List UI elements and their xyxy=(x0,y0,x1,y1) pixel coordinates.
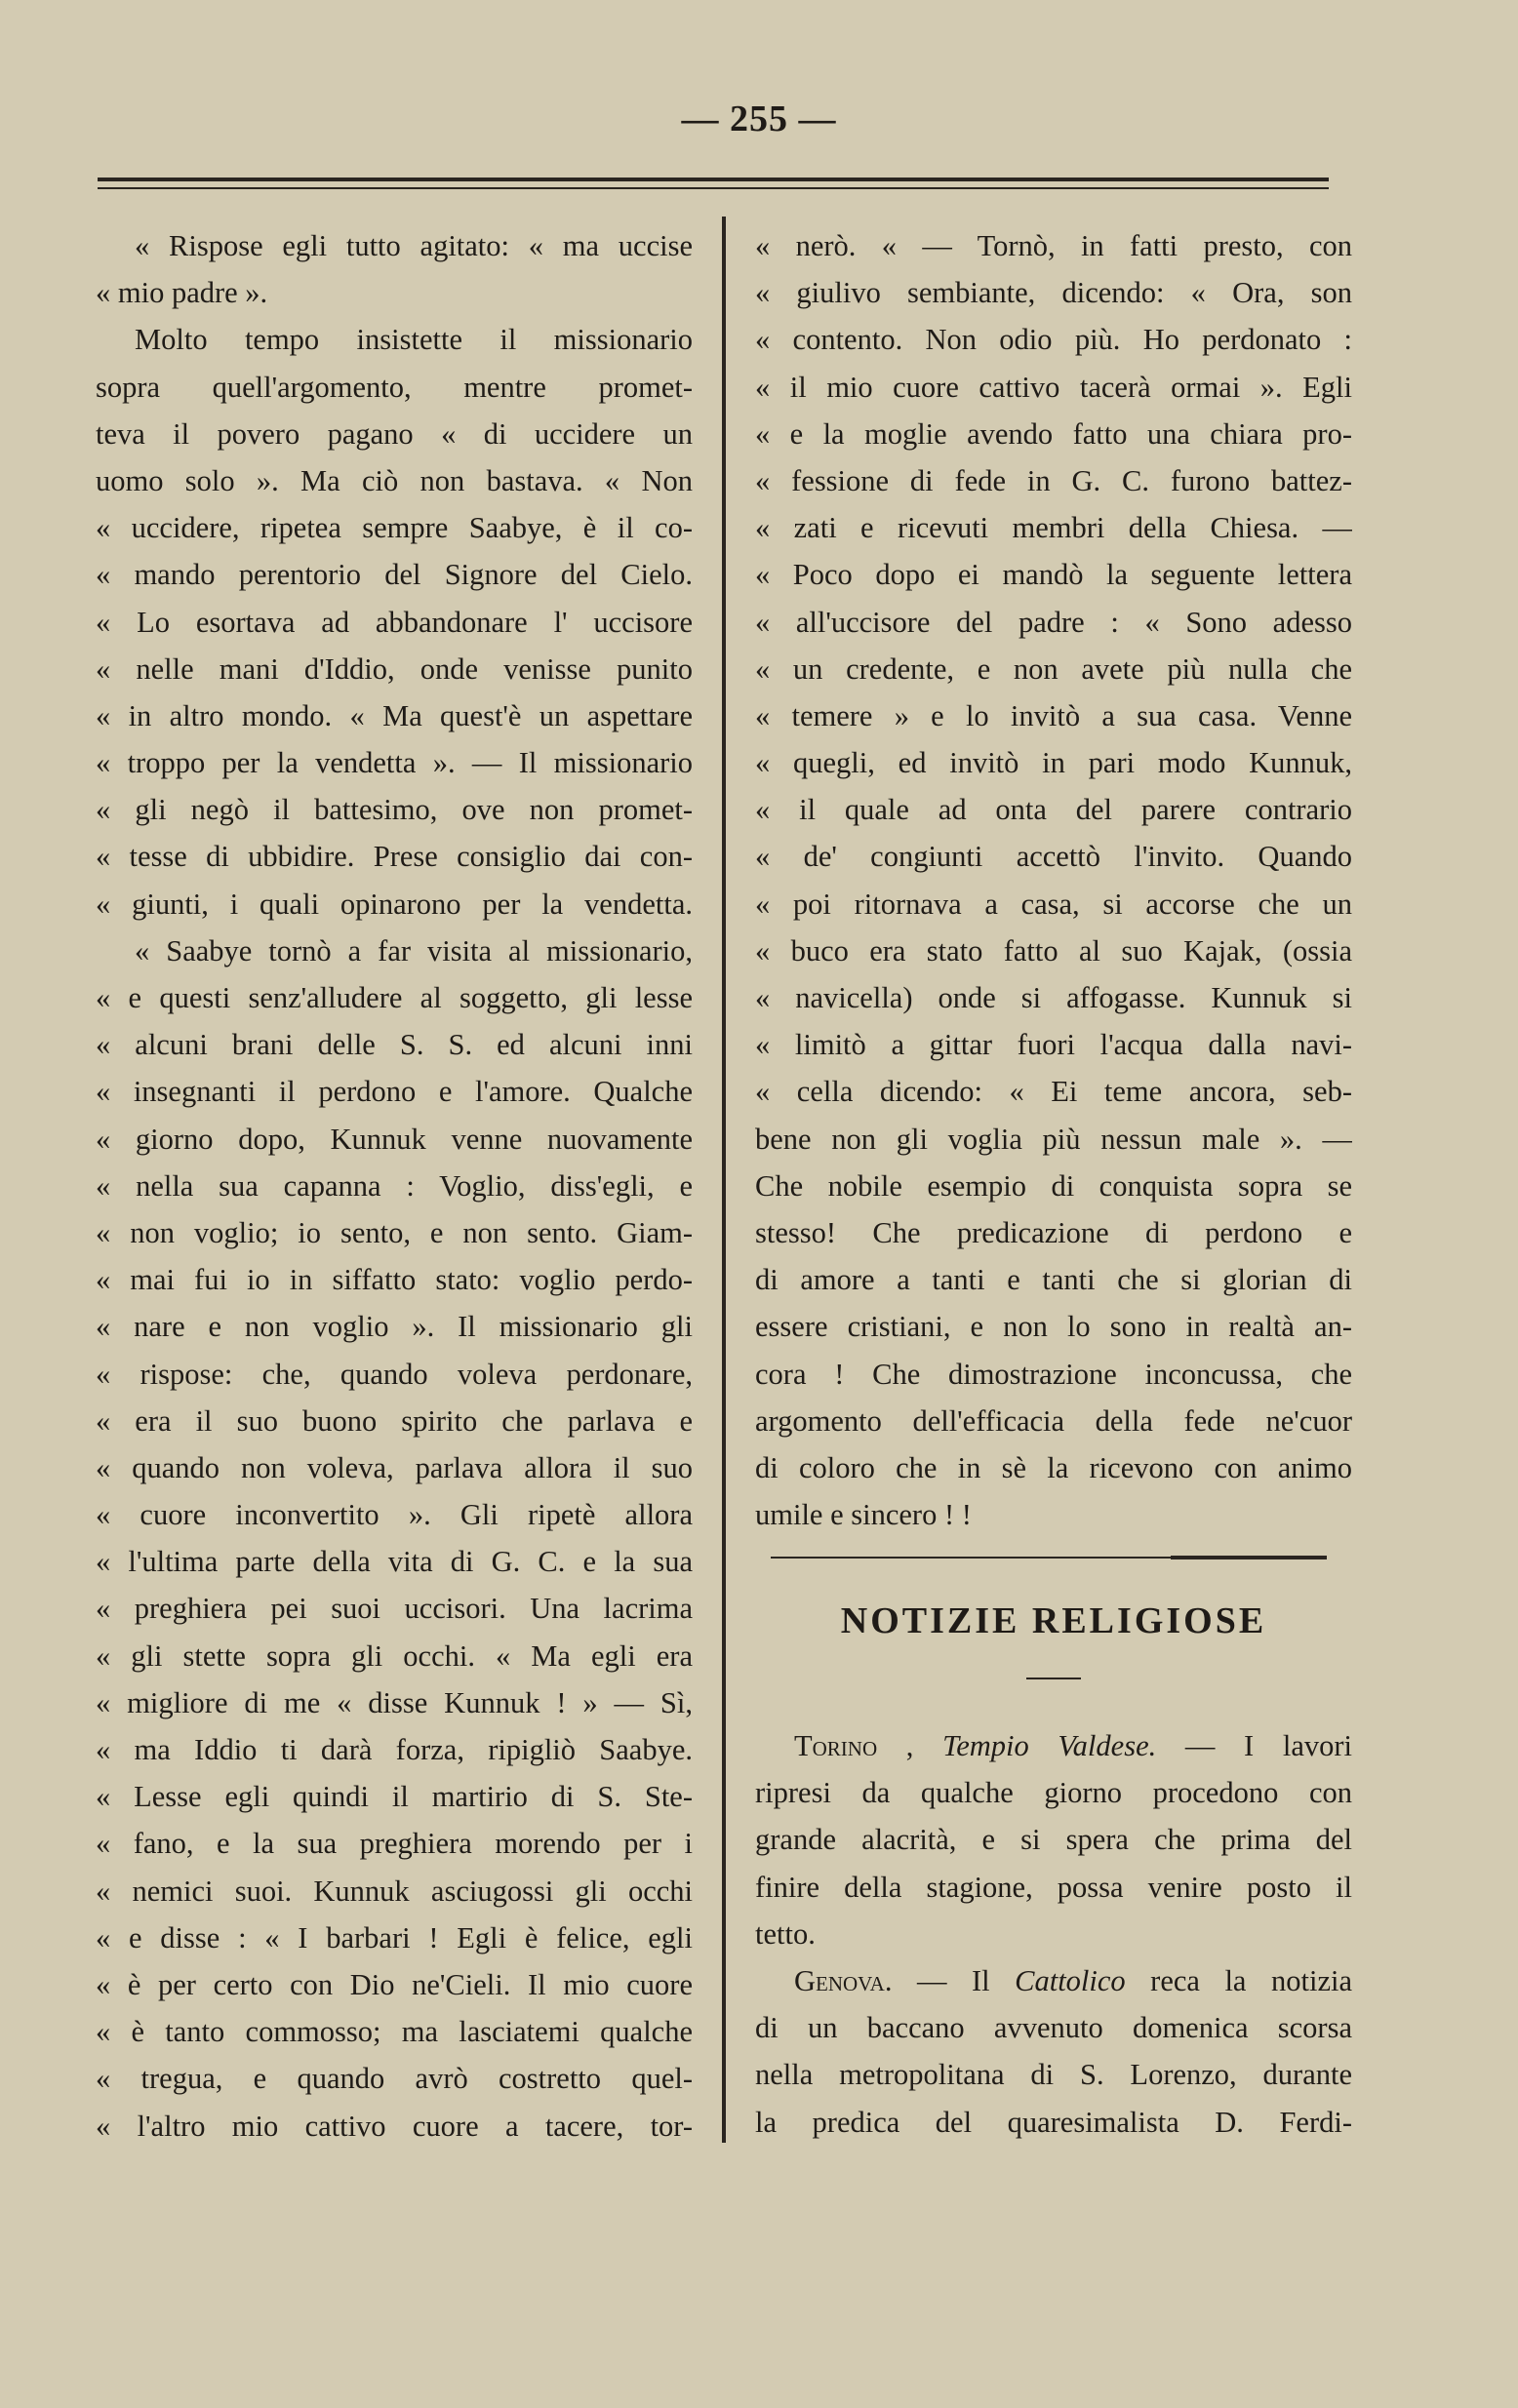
text-line: « l'altro mio cattivo cuore a tacere, tor- xyxy=(96,2109,693,2143)
text-line: Che nobile esempio di conquista sopra se xyxy=(755,1168,1352,1203)
text-line: « e la moglie avendo fatto una chiara pro- xyxy=(755,416,1352,451)
text-line: « quando non voleva, parlava allora il suo xyxy=(96,1450,693,1484)
text-line: grande alacrità, e si spera che prima del xyxy=(755,1823,1352,1857)
text-line: finire della stagione, possa venire posto il xyxy=(755,1870,1352,1904)
text-line: sopra quell'argomento, mentre promet- xyxy=(96,370,693,404)
text-line: « non voglio; io sento, e non sento. Giam- xyxy=(96,1215,693,1249)
text-line: Molto tempo insistette il missionario xyxy=(135,323,693,357)
text-line: « giulivo sembiante, dicendo: « Ora, son xyxy=(755,276,1352,310)
header-rule xyxy=(98,178,1329,189)
heading-underline xyxy=(1026,1678,1081,1679)
text-line: « all'uccisore del padre : « Sono adesso xyxy=(755,605,1352,639)
text-line: « Lo esortava ad abbandonare l' uccisore xyxy=(96,605,693,639)
text-line: di coloro che in sè la ricevono con animo xyxy=(755,1450,1352,1484)
text-line: « nelle mani d'Iddio, onde venisse punito xyxy=(96,651,693,686)
text-line: « Rispose egli tutto agitato: « ma uccise xyxy=(135,229,693,262)
text-line: stesso! Che predicazione di perdono e xyxy=(755,1215,1352,1249)
text-line: « un credente, e non avete più nulla che xyxy=(755,651,1352,686)
text-line: « Saabye tornò a far visita al missionario, xyxy=(135,933,693,967)
text-line: « migliore di me « disse Kunnuk ! » — Sì, xyxy=(96,1685,693,1719)
text-line: « nerò. « — Tornò, in fatti presto, con xyxy=(755,229,1352,262)
text-line: « era il suo buono spirito che parlava e xyxy=(96,1403,693,1438)
news-column xyxy=(755,1722,1352,2146)
text-line: « l'ultima parte della vita di G. C. e la sua xyxy=(96,1545,693,1579)
news-subject: Tempio Valdese. xyxy=(942,1729,1157,1762)
news-item-torino xyxy=(755,1722,1352,1769)
text-line: umile e sincero ! ! xyxy=(755,1498,972,1532)
text-line: « fano, e la sua preghiera morendo per i xyxy=(96,1827,693,1861)
text-line: « e disse : « I barbari ! Egli è felice, egli xyxy=(96,1920,693,1954)
text-line: ripresi da qualche giorno procedono con xyxy=(755,1776,1352,1810)
text-line: « quegli, ed invitò in pari modo Kunnuk, xyxy=(755,746,1352,780)
text-line: « poi ritornava a casa, si accorse che un xyxy=(755,887,1352,921)
text-line: « fessione di fede in G. C. furono battez- xyxy=(755,463,1352,497)
text-line: « de' congiunti accettò l'invito. Quando xyxy=(755,840,1352,874)
text-line: « mando perentorio del Signore del Cielo. xyxy=(96,558,693,592)
text-line: argomento dell'efficacia della fede ne'cuor xyxy=(755,1403,1352,1438)
news-separator: . — Il xyxy=(884,1963,1016,1997)
text-line: « nella sua capanna : Voglio, diss'egli, e xyxy=(96,1168,693,1203)
right-column xyxy=(755,222,1352,1538)
text-fragment: — I lavori xyxy=(1156,1729,1352,1762)
text-line: di amore a tanti e tanti che si glorian di xyxy=(755,1263,1352,1297)
text-line: « uccidere, ripetea sempre Saabye, è il co- xyxy=(96,511,693,545)
text-line: tetto. xyxy=(755,1916,816,1951)
section-heading: NOTIZIE RELIGIOSE xyxy=(840,1600,1267,1641)
text-line: « il quale ad onta del parere contrario xyxy=(755,793,1352,827)
text-line: « insegnanti il perdono e l'amore. Qualche xyxy=(96,1075,693,1109)
text-line: « mio padre ». xyxy=(96,276,268,310)
section-separator-accent xyxy=(1171,1556,1327,1559)
text-line: « tesse di ubbidire. Prese consiglio dai con- xyxy=(96,840,693,874)
text-line: « nemici suoi. Kunnuk asciugossi gli occhi xyxy=(96,1874,693,1908)
text-line: « giorno dopo, Kunnuk venne nuovamente xyxy=(96,1122,693,1156)
text-line: « preghiera pei suoi uccisori. Una lacrima xyxy=(96,1592,693,1626)
text-line: « è tanto commosso; ma lasciatemi qualche xyxy=(96,2015,693,2049)
text-line: « in altro mondo. « Ma quest'è un aspettare xyxy=(96,698,693,732)
text-line: « cuore inconvertito ». Gli ripetè allora xyxy=(96,1498,693,1532)
text-line: « Poco dopo ei mandò la seguente lettera xyxy=(755,558,1352,592)
news-separator: , xyxy=(877,1729,943,1762)
text-line: « cella dicendo: « Ei teme ancora, seb- xyxy=(755,1075,1352,1109)
news-place: Torino xyxy=(794,1729,878,1762)
text-line: « contento. Non odio più. Ho perdonato : xyxy=(755,323,1352,357)
text-line: cora ! Che dimostrazione inconcussa, che xyxy=(755,1357,1352,1391)
page-number: — 255 — xyxy=(681,99,837,139)
text-line: « zati e ricevuti membri della Chiesa. — xyxy=(755,511,1352,545)
text-line: « e questi senz'alludere al soggetto, gli lesse xyxy=(96,981,693,1014)
text-line: « alcuni brani delle S. S. ed alcuni inni xyxy=(96,1028,693,1062)
news-place: Genova xyxy=(794,1963,885,1997)
text-line: « Lesse egli quindi il martirio di S. Ste- xyxy=(96,1780,693,1814)
text-line: « giunti, i quali opinarono per la vendetta. xyxy=(96,887,693,921)
text-line: « ma Iddio ti darà forza, ripigliò Saabye. xyxy=(96,1733,693,1766)
text-line: « è per certo con Dio ne'Cieli. Il mio cuore xyxy=(96,1967,693,2001)
text-line: « gli stette sopra gli occhi. « Ma egli era xyxy=(96,1638,693,1673)
text-line: « navicella) onde si affogasse. Kunnuk si xyxy=(755,981,1352,1014)
newspaper-name: Cattolico xyxy=(1015,1963,1126,1997)
text-line: « tregua, e quando avrò costretto quel- xyxy=(96,2062,693,2096)
column-divider xyxy=(722,217,726,2143)
text-line: « il mio cuore cattivo tacerà ormai ». Egli xyxy=(755,370,1352,404)
text-line: « nare e non voglio ». Il missionario gli xyxy=(96,1310,693,1344)
news-item-genova xyxy=(755,1957,1352,2004)
text-line: la predica del quaresimalista D. Ferdi- xyxy=(755,2105,1352,2139)
text-line: « mai fui io in siffatto stato: voglio perdo- xyxy=(96,1263,693,1297)
text-line: di un baccano avvenuto domenica scorsa xyxy=(755,2011,1352,2045)
left-column xyxy=(96,222,693,2150)
text-line: « limitò a gittar fuori l'acqua dalla navi- xyxy=(755,1028,1352,1062)
text-line: « rispose: che, quando voleva perdonare, xyxy=(96,1357,693,1391)
text-line: « gli negò il battesimo, ove non promet- xyxy=(96,793,693,827)
text-line: bene non gli voglia più nessun male ». — xyxy=(755,1122,1352,1156)
text-line: nella metropolitana di S. Lorenzo, durante xyxy=(755,2058,1352,2092)
text-line: « buco era stato fatto al suo Kajak, (ossia xyxy=(755,933,1352,967)
text-line: uomo solo ». Ma ciò non bastava. « Non xyxy=(96,463,693,497)
text-fragment: reca la notizia xyxy=(1125,1963,1352,1997)
text-line: « temere » e lo invitò a sua casa. Venne xyxy=(755,698,1352,732)
text-line: teva il povero pagano « di uccidere un xyxy=(96,416,693,451)
text-line: essere cristiani, e non lo sono in realtà an- xyxy=(755,1310,1352,1344)
text-line: « troppo per la vendetta ». — Il missionario xyxy=(96,746,693,780)
